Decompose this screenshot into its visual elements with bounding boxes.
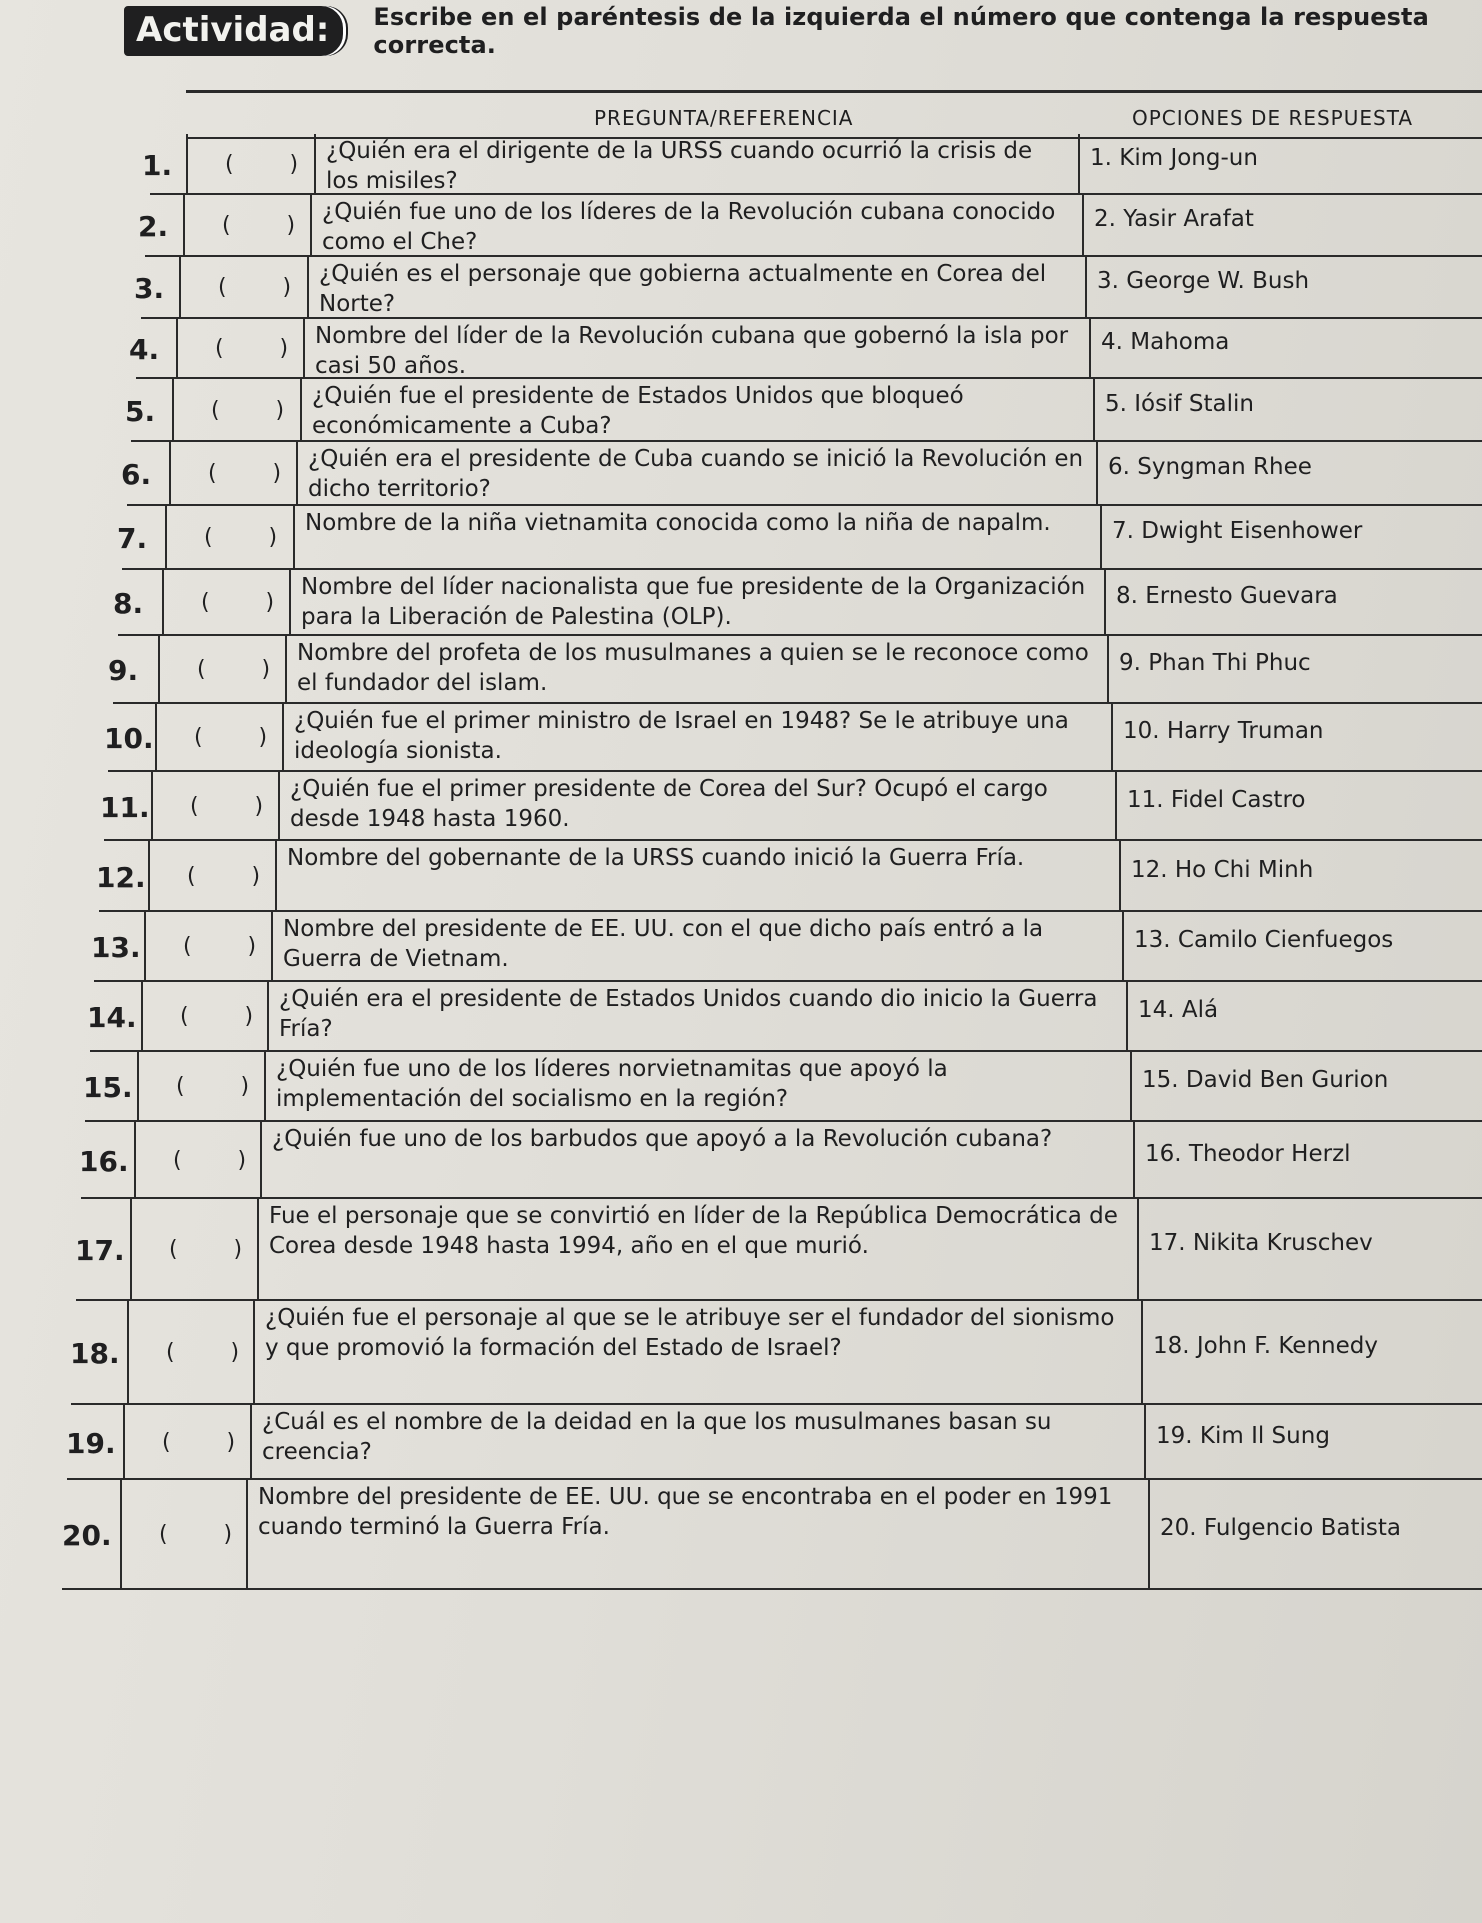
question-text: Nombre del presidente de EE. UU. que se encontraba en el poder en 1991 cuando terminó la Guerra Fría. (258, 1484, 1113, 1540)
column-divider (151, 772, 153, 841)
answer-blank[interactable]: ( ) (211, 398, 285, 423)
question-number: 1. (142, 149, 173, 182)
table-row (40, 841, 1482, 912)
column-divider (253, 1301, 255, 1405)
table-row (40, 982, 1482, 1052)
answer-option: 16. Theodor Herzl (1145, 1141, 1351, 1167)
column-divider (250, 1405, 252, 1480)
answer-option: 10. Harry Truman (1123, 718, 1324, 744)
activity-badge: Actividad: (124, 6, 343, 56)
question-text: Nombre del profeta de los musulmanes a quien se le reconoce como el fundador del islam. (297, 640, 1089, 696)
column-divider (1115, 772, 1117, 841)
question-number: 2. (138, 210, 169, 243)
table-row (40, 379, 1482, 442)
table-row (40, 912, 1482, 982)
column-divider (169, 442, 171, 506)
table-row (40, 636, 1482, 704)
column-divider (1126, 982, 1128, 1052)
answer-option: 12. Ho Chi Minh (1131, 857, 1314, 883)
column-divider (1130, 1052, 1132, 1122)
question-number: 19. (66, 1427, 116, 1460)
answer-option: 1. Kim Jong-un (1090, 145, 1258, 171)
column-divider (267, 982, 269, 1052)
question-number: 20. (62, 1519, 112, 1552)
answer-blank[interactable]: ( ) (194, 725, 268, 750)
question-text: ¿Quién fue uno de los líderes de la Revolución cubana conocido como el Che? (322, 199, 1056, 255)
column-divider (300, 379, 302, 442)
column-header-options: OPCIONES DE RESPUESTA (1132, 106, 1414, 130)
column-divider (293, 506, 295, 570)
answer-option: 14. Alá (1138, 997, 1219, 1023)
question-text: Nombre del líder nacionalista que fue presidente de la Organización para la Liberación de Palestina (OLP). (301, 574, 1086, 630)
answer-blank[interactable]: ( ) (225, 152, 299, 177)
question-text: ¿Cuál es el nombre de la deidad en la que los musulmanes basan su creencia? (262, 1409, 1052, 1465)
answer-option: 18. John F. Kennedy (1153, 1333, 1378, 1359)
answer-blank[interactable]: ( ) (187, 864, 261, 889)
question-text: Nombre del líder de la Revolución cubana que gobernó la isla por casi 50 años. (315, 323, 1069, 379)
column-divider (1100, 506, 1102, 570)
question-text: Nombre del gobernante de la URSS cuando inició la Guerra Fría. (287, 845, 1025, 871)
answer-blank[interactable]: ( ) (180, 1004, 254, 1029)
column-divider (278, 772, 280, 841)
column-divider (1089, 319, 1091, 379)
column-divider (314, 134, 316, 195)
table-row (40, 1052, 1482, 1122)
column-divider (289, 570, 291, 636)
column-divider (1085, 257, 1087, 319)
column-divider (172, 379, 174, 442)
column-divider (176, 319, 178, 379)
column-divider (183, 195, 185, 257)
table-row (40, 704, 1482, 772)
table-row (40, 442, 1482, 506)
question-text: ¿Quién fue el personaje al que se le atribuye ser el fundador del sionismo y que promovió la formación del Estado de Israel? (265, 1305, 1115, 1361)
answer-option: 3. George W. Bush (1097, 268, 1310, 294)
column-divider (1104, 570, 1106, 636)
answer-blank[interactable]: ( ) (197, 657, 271, 682)
column-divider (1093, 379, 1095, 442)
column-divider (285, 636, 287, 704)
question-text: ¿Quién era el presidente de Estados Unidos cuando dio inicio la Guerra Fría? (279, 986, 1098, 1042)
column-divider (1137, 1199, 1139, 1301)
question-number: 18. (70, 1337, 120, 1370)
answer-blank[interactable]: ( ) (173, 1148, 247, 1173)
column-divider (1119, 841, 1121, 912)
question-text: ¿Quién es el personaje que gobierna actualmente en Corea del Norte? (319, 261, 1047, 317)
column-divider (1111, 704, 1113, 772)
answer-blank[interactable]: ( ) (201, 590, 275, 615)
column-divider (264, 1052, 266, 1122)
column-divider (1122, 912, 1124, 982)
question-text: Nombre de la niña vietnamita conocida como la niña de napalm. (305, 510, 1051, 536)
table-row (40, 570, 1482, 636)
column-divider (155, 704, 157, 772)
column-divider (260, 1122, 262, 1199)
answer-option: 9. Phan Thi Phuc (1119, 650, 1311, 676)
column-divider (158, 636, 160, 704)
answer-option: 15. David Ben Gurion (1142, 1067, 1389, 1093)
table-row (40, 506, 1482, 570)
question-text: ¿Quién fue el presidente de Estados Unidos que bloqueó económicamente a Cuba? (312, 383, 964, 439)
answer-option: 8. Ernesto Guevara (1116, 583, 1338, 609)
question-number: 14. (87, 1001, 137, 1034)
column-divider (275, 841, 277, 912)
answer-blank[interactable]: ( ) (218, 275, 292, 300)
answer-blank[interactable]: ( ) (162, 1430, 236, 1455)
row-divider (62, 1588, 1482, 1590)
answer-blank[interactable]: ( ) (222, 213, 296, 238)
question-text: ¿Quién fue el primer ministro de Israel en 1948? Se le atribuye una ideología sionista. (294, 708, 1069, 764)
answer-option: 2. Yasir Arafat (1094, 206, 1254, 232)
column-divider (141, 982, 143, 1052)
question-text: ¿Quién fue uno de los líderes norvietnamitas que apoyó la implementación del socialismo en la región? (276, 1056, 948, 1112)
table-row (40, 1199, 1482, 1301)
question-number: 16. (79, 1145, 129, 1178)
column-divider (123, 1405, 125, 1480)
answer-option: 5. Iósif Stalin (1105, 391, 1254, 417)
activity-header (124, 3, 1482, 59)
question-number: 6. (121, 458, 152, 491)
column-divider (127, 1301, 129, 1405)
column-divider (1148, 1480, 1150, 1590)
answer-option: 20. Fulgencio Batista (1160, 1515, 1401, 1541)
column-divider (134, 1122, 136, 1199)
answer-option: 17. Nikita Kruschev (1149, 1230, 1373, 1256)
column-divider (130, 1199, 132, 1301)
column-divider (186, 134, 188, 195)
question-number: 15. (83, 1071, 133, 1104)
matching-table (40, 90, 1482, 1923)
table-row (40, 134, 1482, 195)
table-row (40, 1301, 1482, 1405)
answer-option: 6. Syngman Rhee (1108, 454, 1312, 480)
question-text: ¿Quién era el dirigente de la URSS cuando ocurrió la crisis de los misiles? (326, 138, 1033, 194)
answer-blank[interactable]: ( ) (176, 1074, 250, 1099)
column-divider (1082, 195, 1084, 257)
answer-blank[interactable]: ( ) (190, 794, 264, 819)
question-text: Nombre del presidente de EE. UU. con el que dicho país entró a la Guerra de Vietnam. (283, 916, 1044, 972)
instruction-text: Escribe en el paréntesis de la izquierda el número que contenga la respuesta correcta. (373, 3, 1429, 59)
answer-blank[interactable]: ( ) (169, 1237, 243, 1262)
question-text: ¿Quién era el presidente de Cuba cuando se inició la Revolución en dicho territorio? (308, 446, 1084, 502)
question-number: 5. (125, 395, 156, 428)
column-divider (162, 570, 164, 636)
answer-blank[interactable]: ( ) (204, 525, 278, 550)
answer-option: 7. Dwight Eisenhower (1112, 518, 1363, 544)
table-row (40, 1405, 1482, 1480)
answer-option: 4. Mahoma (1101, 329, 1230, 355)
table-row (40, 772, 1482, 841)
table-row (40, 257, 1482, 319)
column-divider (1144, 1405, 1146, 1480)
table-header-row (186, 90, 1482, 139)
question-number: 10. (104, 722, 154, 755)
question-number: 11. (100, 791, 150, 824)
column-divider (296, 442, 298, 506)
question-text: Fue el personaje que se convirtió en líder de la República Democrática de Corea desde 1948 hasta 1994, año en el que murió. (269, 1203, 1118, 1259)
column-divider (1141, 1301, 1143, 1405)
table-row (40, 1122, 1482, 1199)
answer-blank[interactable]: ( ) (208, 461, 282, 486)
column-divider (179, 257, 181, 319)
question-number: 3. (134, 272, 165, 305)
answer-option: 13. Camilo Cienfuegos (1134, 927, 1394, 953)
column-divider (144, 912, 146, 982)
question-number: 12. (96, 861, 146, 894)
answer-blank[interactable]: ( ) (183, 934, 257, 959)
column-divider (148, 841, 150, 912)
column-header-question: PREGUNTA/REFERENCIA (594, 106, 854, 130)
column-divider (165, 506, 167, 570)
question-number: 8. (113, 587, 144, 620)
column-divider (310, 195, 312, 257)
column-divider (282, 704, 284, 772)
column-divider (1078, 134, 1080, 195)
question-number: 9. (108, 654, 139, 687)
column-divider (246, 1480, 248, 1590)
question-text: ¿Quién fue uno de los barbudos que apoyó a la Revolución cubana? (272, 1126, 1053, 1152)
answer-blank[interactable]: ( ) (159, 1522, 233, 1547)
column-divider (1133, 1122, 1135, 1199)
question-number: 13. (91, 931, 141, 964)
column-divider (120, 1480, 122, 1590)
column-divider (1096, 442, 1098, 506)
column-divider (307, 257, 309, 319)
column-divider (303, 319, 305, 379)
answer-blank[interactable]: ( ) (166, 1340, 240, 1365)
answer-option: 11. Fidel Castro (1127, 787, 1306, 813)
question-text: ¿Quién fue el primer presidente de Corea del Sur? Ocupó el cargo desde 1948 hasta 1960. (290, 776, 1048, 832)
question-number: 7. (117, 522, 148, 555)
question-number: 17. (75, 1234, 125, 1267)
column-divider (271, 912, 273, 982)
table-row (40, 195, 1482, 257)
table-row (40, 1480, 1482, 1590)
answer-option: 19. Kim Il Sung (1156, 1423, 1330, 1449)
table-row (40, 319, 1482, 379)
question-number: 4. (129, 333, 160, 366)
column-divider (257, 1199, 259, 1301)
answer-blank[interactable]: ( ) (215, 336, 289, 361)
column-divider (1107, 636, 1109, 704)
column-divider (137, 1052, 139, 1122)
